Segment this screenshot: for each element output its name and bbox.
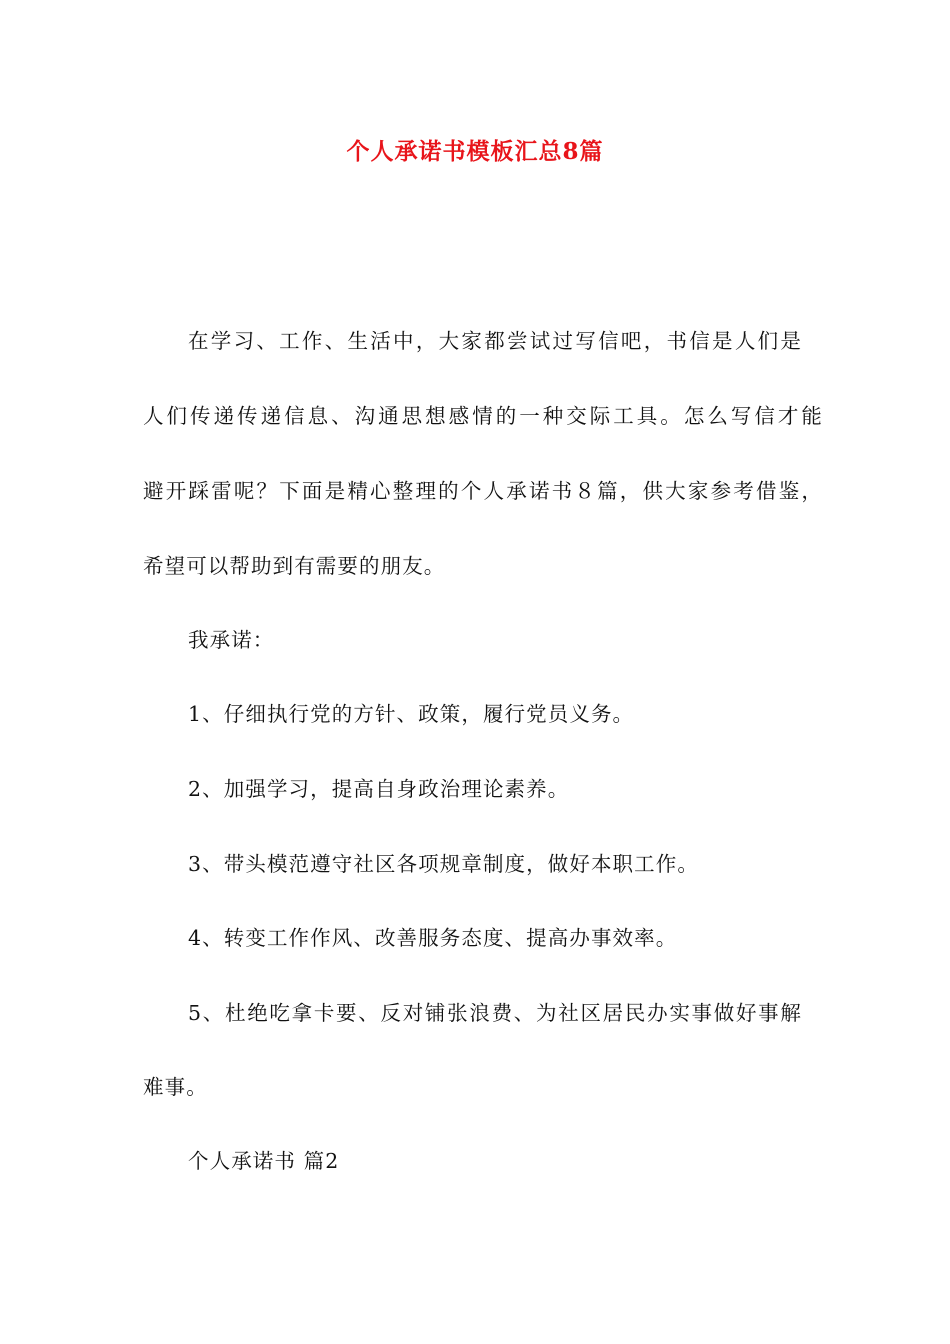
intro-line-2: 人们传递传递信息、沟通思想感情的一种交际工具。怎么写信才能 (143, 404, 823, 428)
document-title: 个人承诺书模板汇总8篇 (346, 138, 604, 165)
pledge-item-3: 3、带头模范遵守社区各项规章制度，做好本职工作。 (188, 852, 699, 876)
intro-line-1: 在学习、工作、生活中，大家都尝试过写信吧，书信是人们是 (188, 329, 802, 353)
pledge-item-4: 4、转变工作作风、改善服务态度、提高办事效率。 (188, 926, 678, 950)
pledge-item-2: 2、加强学习，提高自身政治理论素养。 (188, 777, 570, 801)
pledge-heading: 我承诺： (188, 628, 275, 652)
intro-line-3: 避开踩雷呢？下面是精心整理的个人承诺书８篇，供大家参考借鉴， (143, 479, 823, 503)
pledge-item-5: 5、杜绝吃拿卡要、反对铺张浪费、为社区居民办实事做好事解 (188, 1001, 802, 1025)
intro-line-4: 希望可以帮助到有需要的朋友。 (143, 554, 446, 578)
pledge-item-5-continuation: 难事。 (143, 1075, 208, 1099)
section-heading: 个人承诺书 篇2 (188, 1149, 340, 1173)
pledge-item-1: 1、仔细执行党的方针、政策，履行党员义务。 (188, 702, 635, 726)
